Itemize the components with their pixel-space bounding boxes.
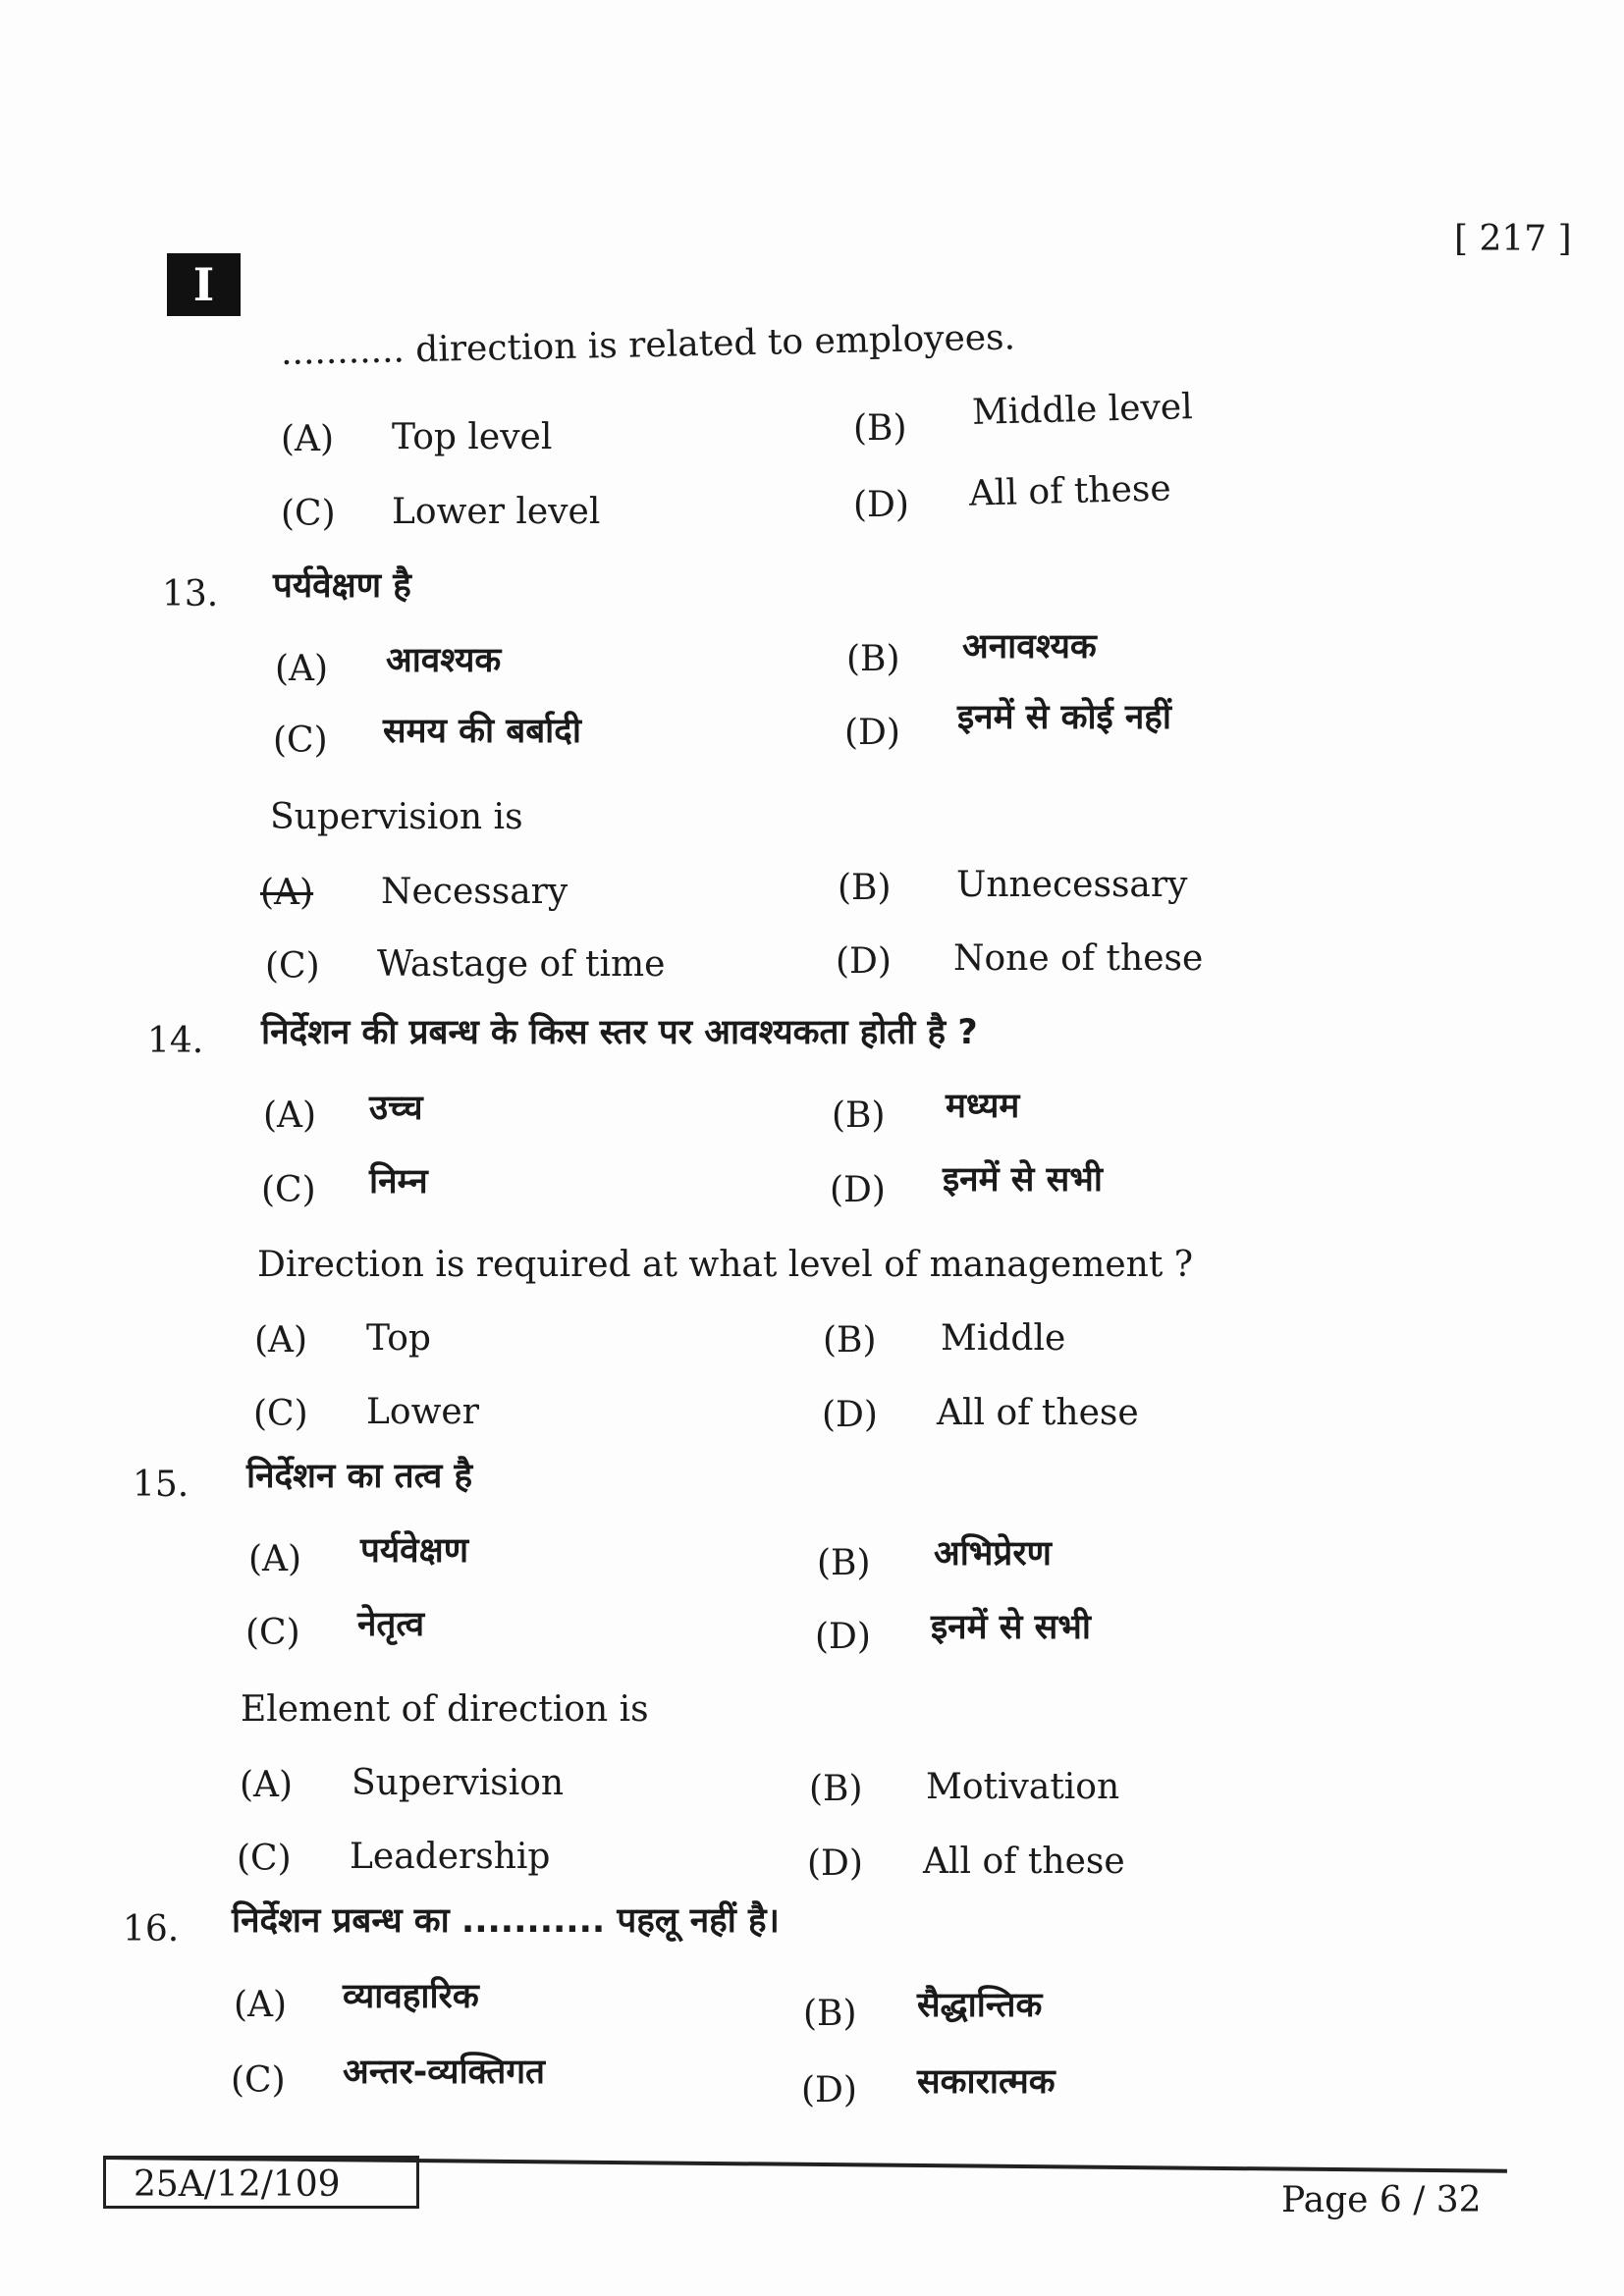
option-label-c: (C) [245, 1613, 300, 1653]
option-label-d: (D) [836, 941, 892, 982]
option-label-c: (C) [281, 494, 336, 534]
q16-hindi-text: निर्देशन प्रबन्ध का ........... पहलू नहीं है। [232, 1901, 780, 1941]
option-label-d: (D) [807, 1843, 863, 1884]
paper-code: 25A/12/109 [103, 2156, 419, 2209]
q14-hindi-option-d: इनमें से सभी [943, 1160, 1103, 1200]
q15-hindi-option-b: अभिप्रेरण [934, 1534, 1052, 1574]
option-label-b: (B) [832, 1095, 886, 1136]
q14-hindi-option-a: उच्च [369, 1089, 423, 1128]
q14-option-c: Lower [366, 1392, 479, 1432]
q16-hindi-option-d: सकारात्मक [917, 2062, 1056, 2102]
option-label-b: (B) [853, 408, 907, 449]
q12-option-c: Lower level [392, 492, 601, 532]
q13-hindi-option-a: आवश्यक [386, 641, 502, 680]
q15-option-a: Supervision [352, 1763, 565, 1803]
q16-hindi-option-c: अन्तर-व्यक्तिगत [343, 2053, 546, 2092]
option-label-d: (D) [822, 1395, 878, 1435]
q14-hindi-option-b: मध्यम [946, 1087, 1020, 1126]
option-label-c: (C) [253, 1394, 308, 1434]
q14-option-a: Top [366, 1318, 431, 1359]
q13-hindi-option-c: समय की बर्बादी [383, 712, 581, 751]
option-label-a: (A) [275, 649, 329, 689]
q15-option-d: All of these [923, 1842, 1125, 1882]
q15-hindi-text: निर्देशन का तत्व है [246, 1457, 473, 1496]
q13-hindi-option-b: अनावश्यक [962, 627, 1097, 667]
option-label-a: (A) [248, 1539, 302, 1579]
q14-hindi-option-c: निम्न [369, 1162, 428, 1201]
q13-option-a: Necessary [381, 872, 568, 912]
option-label-a: (A) [281, 419, 335, 459]
question-12-text: ........... direction is related to employees. [280, 317, 1016, 373]
option-label-d: (D) [801, 2070, 857, 2110]
option-label-a: (A) [254, 1320, 308, 1361]
q15-hindi-option-d: इनमें से सभी [931, 1608, 1091, 1647]
section-mark: I [167, 253, 241, 316]
option-label-d: (D) [853, 485, 909, 525]
page-reference: [ 217 ] [1454, 219, 1572, 259]
q13-english-text: Supervision is [270, 797, 523, 837]
q16-hindi-option-b: सैद्धान्तिक [917, 1986, 1043, 2025]
option-label-b: (B) [823, 1320, 877, 1361]
q14-option-b: Middle [941, 1318, 1066, 1359]
option-label-b: (B) [809, 1769, 863, 1809]
q16-hindi-option-a: व्यावहारिक [343, 1977, 479, 2016]
q15-option-b: Motivation [926, 1767, 1120, 1807]
q13-option-d: None of these [953, 938, 1204, 979]
option-label-a: (A) [240, 1765, 294, 1805]
q13-hindi-option-d: इनमें से कोई नहीं [957, 698, 1171, 737]
question-number: 16. [123, 1909, 180, 1949]
q12-option-b: Middle level [971, 387, 1194, 433]
option-label-c: (C) [231, 2060, 286, 2101]
question-number: 15. [133, 1465, 189, 1505]
question-number: 13. [162, 574, 219, 614]
option-label-d: (D) [815, 1617, 871, 1657]
q15-hindi-option-c: नेतृत्व [357, 1605, 425, 1644]
q12-option-d: All of these [968, 468, 1172, 514]
question-number: 14. [147, 1021, 204, 1061]
q15-option-c: Leadership [350, 1837, 551, 1877]
q15-hindi-option-a: पर्यवेक्षण [360, 1531, 469, 1571]
q14-hindi-text: निर्देशन की प्रबन्ध के किस स्तर पर आवश्यकता होती है ? [261, 1013, 978, 1052]
option-label-a: (A) [263, 1095, 317, 1136]
q13-option-b: Unnecessary [956, 865, 1188, 905]
option-label-c: (C) [261, 1170, 316, 1210]
q12-option-a: Top level [392, 417, 553, 457]
page-number: Page 6 / 32 [1281, 2180, 1482, 2220]
option-label-c: (C) [265, 946, 320, 987]
option-label-b: (B) [817, 1543, 871, 1583]
q13-option-c: Wastage of time [377, 944, 666, 985]
option-label-c: (C) [273, 721, 328, 761]
q14-option-d: All of these [937, 1393, 1139, 1433]
q15-english-text: Element of direction is [241, 1689, 649, 1730]
option-label-a-marked: (A) [260, 873, 314, 913]
option-label-c: (C) [237, 1839, 292, 1879]
option-label-d: (D) [844, 713, 900, 753]
q14-english-text: Direction is required at what level of management ? [257, 1245, 1194, 1285]
option-label-b: (B) [846, 639, 900, 679]
option-label-d: (D) [830, 1170, 886, 1210]
option-label-b: (B) [838, 868, 892, 908]
q13-hindi-text: पर्यवेक्षण है [273, 566, 411, 606]
option-label-a: (A) [234, 1985, 288, 2025]
option-label-b: (B) [803, 1994, 857, 2034]
